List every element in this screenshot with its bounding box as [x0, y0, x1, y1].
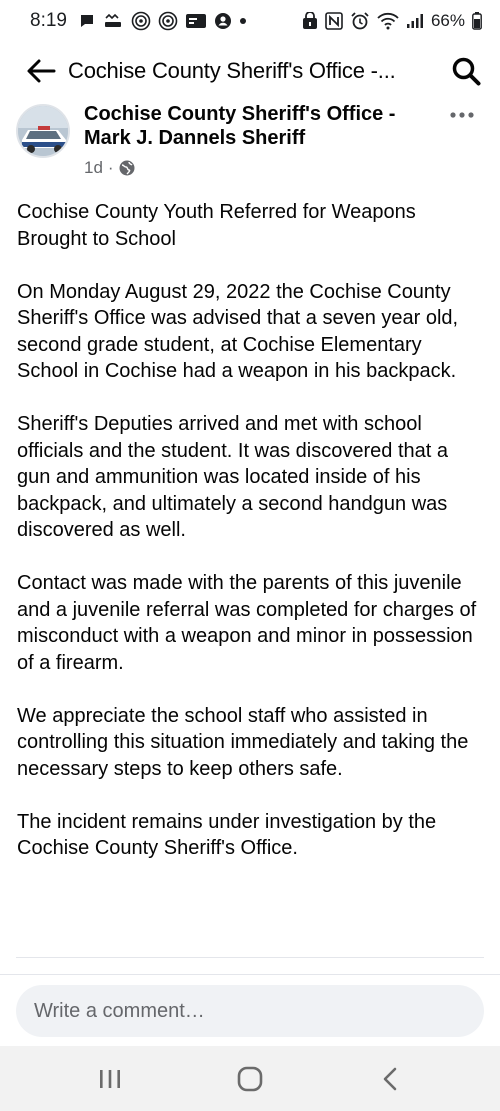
divider: [16, 957, 484, 958]
notification-icons: [79, 11, 247, 31]
alarm-icon: [350, 11, 370, 31]
post-paragraph: Sheriff's Deputies arrived and met with school officials and the student. It was discovered that a gun and ammunition was located inside of his backpack, and ultimately a second handgun was discovered as well.: [17, 413, 448, 541]
meta-separator: ·: [107, 158, 114, 177]
alarm-lock-icon: [302, 12, 318, 30]
comment-bar: [0, 974, 500, 1046]
home-button[interactable]: [220, 1057, 280, 1101]
more-notifications-dot-icon: [239, 17, 247, 25]
globe-icon: [119, 160, 135, 176]
post-meta: [84, 158, 135, 178]
post-time[interactable]: 1d: [84, 158, 103, 177]
post-body: [17, 199, 485, 888]
post-author[interactable]: Cochise County Sheriff's Office - Mark J. Dannels Sheriff: [84, 103, 396, 149]
status-time: 8:19: [30, 10, 67, 31]
page-title: Cochise County Sheriff's Office -...: [68, 58, 396, 83]
status-bar: [0, 0, 500, 42]
patrol-car-avatar-icon: [18, 106, 70, 158]
more-horizontal-icon: [450, 111, 474, 119]
recent-apps-button[interactable]: [80, 1057, 140, 1101]
system-nav-bar: [0, 1046, 500, 1111]
wifi-icon: [377, 12, 399, 30]
search-icon: [451, 56, 481, 86]
nav-back-button[interactable]: [360, 1057, 420, 1101]
message-icon: [79, 13, 95, 29]
recent-apps-icon: [97, 1068, 123, 1090]
nfc-icon: [325, 12, 343, 30]
account-icon: [214, 12, 232, 30]
post-options-button[interactable]: [450, 104, 474, 120]
post-header: [0, 96, 500, 186]
system-status-icons: [302, 11, 482, 31]
target-app-icon: [131, 11, 151, 31]
fetch-app-icon: [102, 12, 124, 30]
post-paragraph: On Monday August 29, 2022 the Cochise County Sheriff's Office was advised that a seven year old, second grade student, at Cochise Elementary School in Cochise had a weapon in his backpack.: [17, 280, 459, 382]
post-paragraph: The incident remains under investigation by the Cochise County Sheriff's Office.: [17, 810, 437, 859]
back-button[interactable]: [24, 54, 58, 88]
home-icon: [237, 1066, 263, 1092]
post-paragraph: Cochise County Youth Referred for Weapons Brought to School: [17, 201, 416, 250]
arrow-left-icon: [26, 58, 56, 84]
post-paragraph: We appreciate the school staff who assisted in controlling this situation immediately and taking the necessary steps to keep others safe.: [17, 704, 469, 780]
back-icon: [379, 1066, 401, 1092]
comment-input[interactable]: [16, 985, 484, 1037]
battery-percentage: 66%: [430, 11, 465, 30]
app-bar: [0, 42, 500, 100]
signal-icon: [406, 13, 424, 29]
target-app-icon-2: [158, 11, 178, 31]
card-app-icon: [185, 13, 207, 29]
search-button[interactable]: [448, 53, 484, 89]
post-paragraph: Contact was made with the parents of this juvenile and a juvenile referral was completed for charges of misconduct with a weapon and minor in possession of a firearm.: [17, 572, 477, 674]
avatar[interactable]: [16, 104, 70, 158]
battery-icon: [472, 12, 482, 30]
